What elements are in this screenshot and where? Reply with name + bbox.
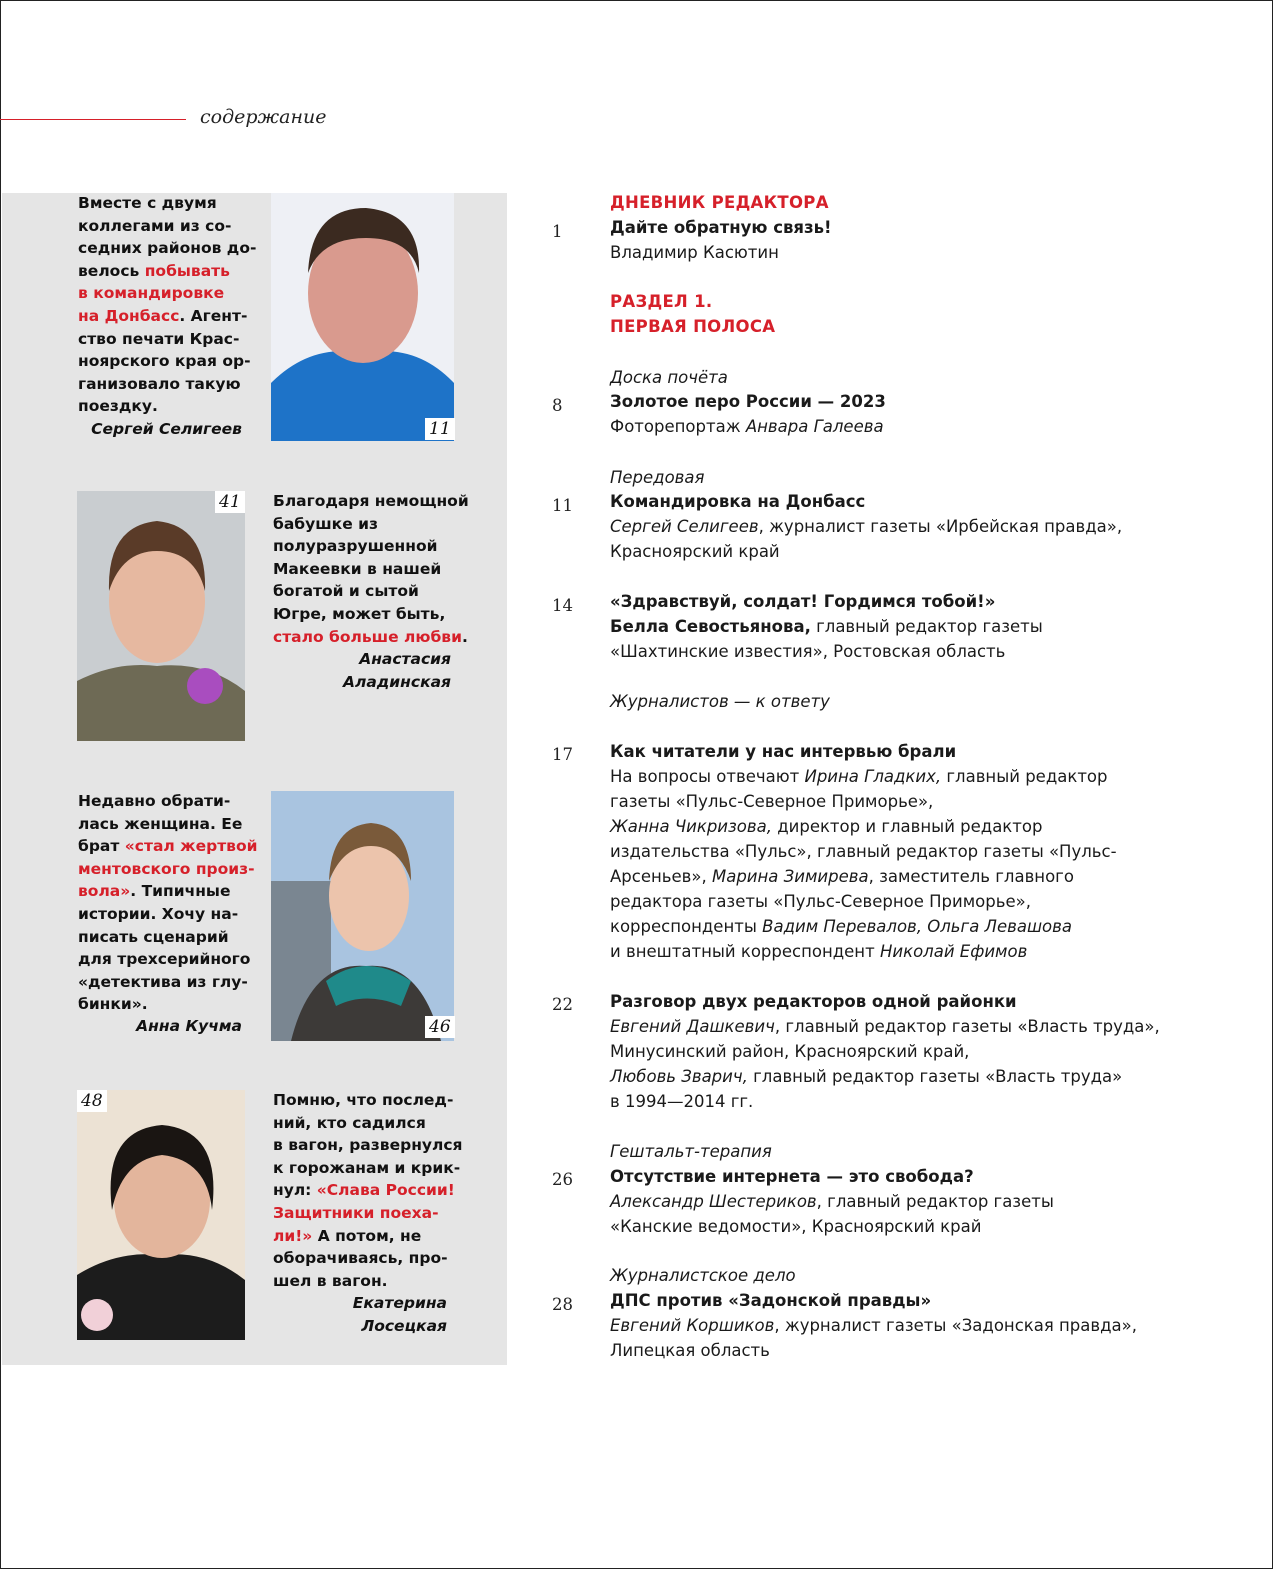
toc-title-17[interactable]: Как читатели у нас интервью брали: [610, 742, 957, 761]
page-badge-11: 11: [425, 418, 455, 440]
toc-page-22: 22: [552, 995, 573, 1014]
toc-title-14[interactable]: «Здравствуй, солдат! Гордимся тобой!»: [610, 592, 996, 611]
page-badge-46: 46: [425, 1016, 455, 1038]
toc-26-line1: Александр Шестериков, главный редактор газеты: [610, 1192, 1054, 1211]
toc-page-28: 28: [552, 1295, 573, 1314]
toc-28-line1: Евгений Коршиков, журналист газеты «Задонская правда»,: [610, 1316, 1137, 1335]
quote-1-author: Сергей Селигеев: [91, 420, 242, 438]
toc-17-line5: Арсеньев», Марина Зимирева, заместитель главного: [610, 867, 1074, 886]
toc-rubric-journalists: Журналистов — к ответу: [610, 692, 830, 711]
toc-17-line1: На вопросы отвечают Ирина Гладких, главный редактор: [610, 767, 1108, 786]
quote-2: Благодаря немощной бабушке из полуразрушенной Макеевки в нашей богатой и сытой Югре, может быть, стало больше любви.: [273, 492, 469, 646]
toc-author-11: Сергей Селигеев, журналист газеты «Ирбейская правда»,: [610, 517, 1123, 536]
quote-4: Помню, что послед- ний, кто садился в вагон, развернулся к горожанам и крик- нул: «Слава России! Защитники поеха- ли!» А потом, не оборачиваясь, про- шел в вагон.: [273, 1091, 463, 1290]
toc-rubric-28: Журналистское дело: [610, 1266, 796, 1285]
quote-3: Недавно обрати- лась женщина. Ее брат «стал жертвой ментовского произ- вола». Типичные истории. Хочу на- писать сценарий для трехсерийного «детектива из глу- бинки».: [78, 792, 258, 1014]
toc-22-line1: Евгений Дашкевич, главный редактор газеты «Власть труда»,: [610, 1017, 1160, 1036]
quote-2-author: Анастасия Аладинская: [342, 650, 451, 691]
toc-page-26: 26: [552, 1170, 573, 1189]
toc-page-17: 17: [552, 745, 573, 764]
toc-17-line7: корреспонденты Вадим Перевалов, Ольга Левашова: [610, 917, 1072, 936]
toc-22-line4: в 1994—2014 гг.: [610, 1092, 754, 1111]
page-title: содержание: [200, 106, 327, 128]
toc-author-8: Фоторепортаж Анвара Галеева: [610, 417, 884, 436]
toc-author-1: Владимир Касютин: [610, 243, 779, 262]
toc-rubric-26: Гештальт-терапия: [610, 1142, 772, 1161]
toc-17-line3: Жанна Чикризова, директор и главный редактор: [610, 817, 1043, 836]
toc-author-14-line2: «Шахтинские известия», Ростовская область: [610, 642, 1006, 661]
quote-3-author: Анна Кучма: [136, 1017, 242, 1035]
toc-26-line2: «Канские ведомости», Красноярский край: [610, 1217, 982, 1236]
toc-page-11: 11: [552, 496, 573, 515]
quote-1: Вместе с двумя коллегами из со- седних районов до- велось побывать в командировке на Донбасс. Агент- ство печати Крас- ноярского края ор- ганизовало такую поездку.: [78, 194, 257, 416]
toc-title-11[interactable]: Командировка на Донбасс: [610, 492, 866, 511]
toc-author-11-line2: Красноярский край: [610, 542, 780, 561]
toc-22-line2: Минусинский район, Красноярский край,: [610, 1042, 970, 1061]
toc-rubric-11: Передовая: [610, 468, 705, 487]
toc-22-line3: Любовь Зварич, главный редактор газеты «Власть труда»: [610, 1067, 1123, 1086]
toc-17-line4: издательства «Пульс», главный редактор газеты «Пульс-: [610, 842, 1117, 861]
toc-title-26[interactable]: Отсутствие интернета — это свобода?: [610, 1167, 974, 1186]
toc-section-diary: ДНЕВНИК РЕДАКТОРА: [610, 193, 829, 212]
toc-17-line6: редактора газеты «Пульс-Северное Приморье»,: [610, 892, 1031, 911]
toc-section-1-line2: ПЕРВАЯ ПОЛОСА: [610, 317, 776, 336]
toc-page-14: 14: [552, 596, 573, 615]
toc-section-1-line1: РАЗДЕЛ 1.: [610, 292, 713, 311]
toc-title-8[interactable]: Золотое перо России — 2023: [610, 392, 886, 411]
toc-author-14: Белла Севостьянова, главный редактор газеты: [610, 617, 1043, 636]
toc-title-28[interactable]: ДПС против «Задонской правды»: [610, 1291, 932, 1310]
toc-28-line2: Липецкая область: [610, 1341, 770, 1360]
quote-4-author: Екатерина Лосецкая: [352, 1294, 447, 1335]
toc-17-line2: газеты «Пульс-Северное Приморье»,: [610, 792, 934, 811]
toc-rubric-8: Доска почёта: [610, 368, 728, 387]
toc-title-22[interactable]: Разговор двух редакторов одной районки: [610, 992, 1017, 1011]
page-badge-48: 48: [77, 1090, 107, 1112]
toc-page-8: 8: [552, 396, 563, 415]
toc-title-1[interactable]: Дайте обратную связь!: [610, 218, 832, 237]
toc-17-line8: и внештатный корреспондент Николай Ефимов: [610, 942, 1028, 961]
page-badge-41: 41: [215, 491, 245, 513]
toc-page-1: 1: [552, 222, 563, 241]
